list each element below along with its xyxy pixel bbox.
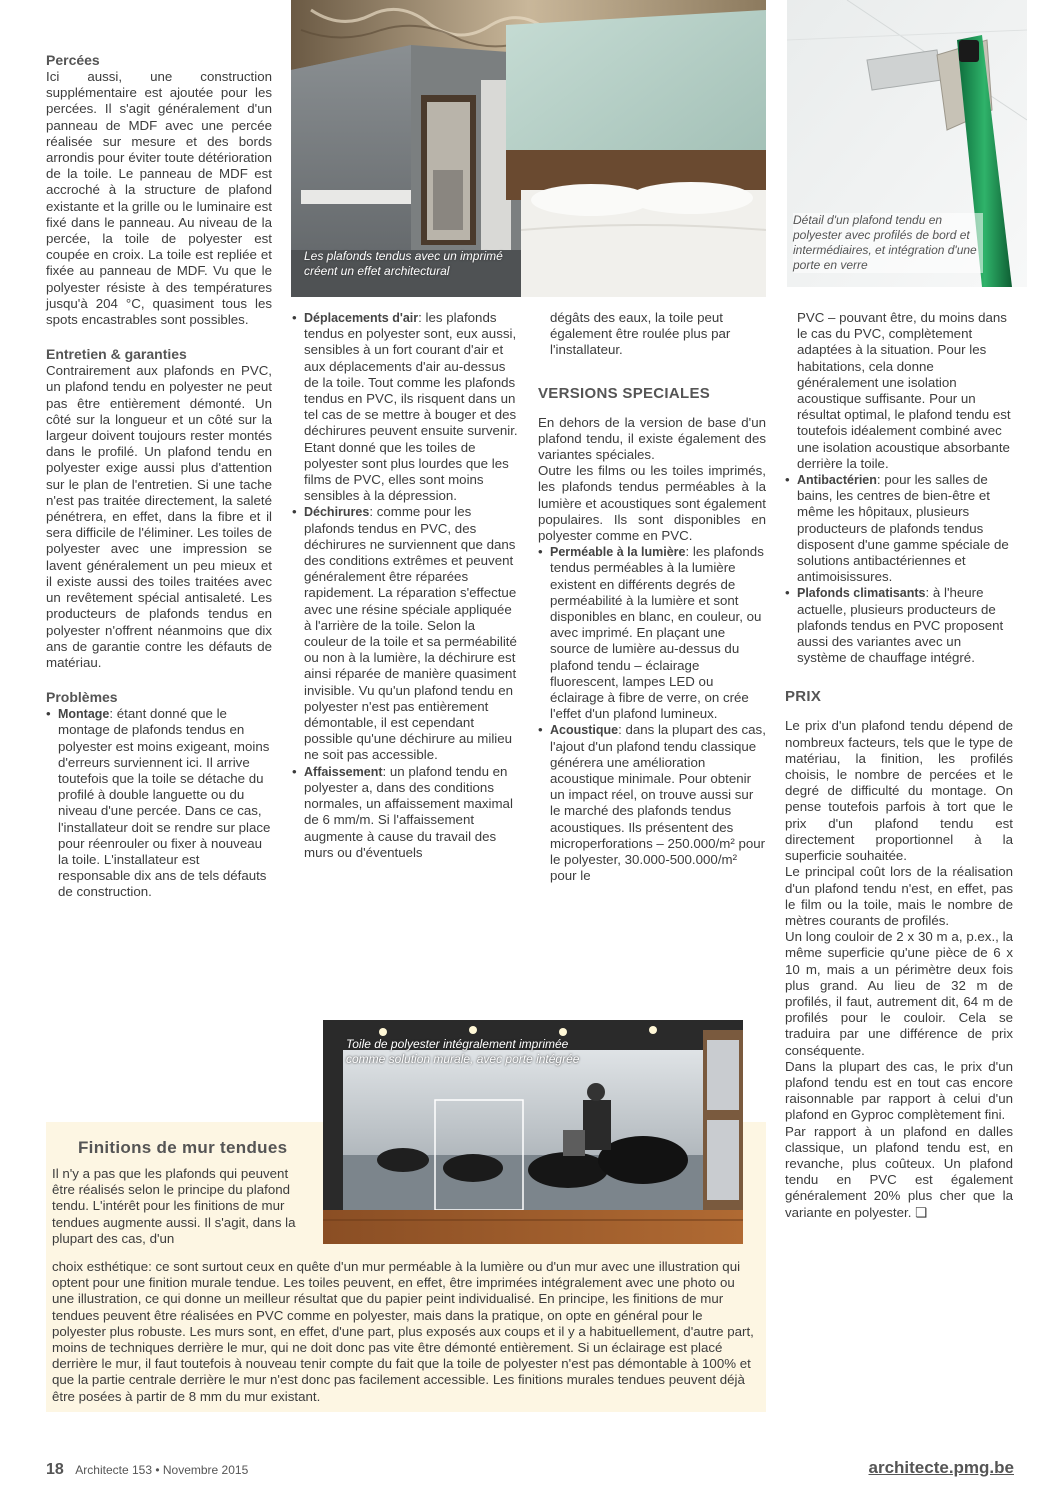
bullet-dot: •: [292, 504, 297, 520]
text-versions-2: Outre les films ou les toiles imprimés, les plafonds tendus perméables à la lumière et acoustiques sont également populaires. Ils sont disponibles en polyester comme en PVC.: [538, 463, 766, 544]
text-percees: Ici aussi, une construction supplémentaire est ajoutée pour les percées. Il s'agit généralement d'un panneau de MDF avec une percée réalisée sur mesure et des bords arrondis pour éviter toute détérioration de la toile. Le panneau de MDF est accroché à la structure de plafond existante et la grille ou le luminaire est fixé dans le panneau. Au niveau de la percée, la toile de polyester est coupée en croix. La toile est repliée et fixée au panneau de MDF. Vu que le polyester résiste à des températures jusqu'à 204 °C, quasiment tous les spots encastrables sont possibles.: [46, 69, 272, 328]
text-finitions-bottom: choix esthétique: ce sont surtout ceux en quête d'un mur perméable à la lumière ou d'un mur avec une illustration qui optent pour une finition murale tendue. Les toiles peuvent, en effet, être imprimées intégralement avec une photo ou une illustration, ce qui donne un meilleur résultat que du papier peint individualisé. En principe, les finitions de mur tendues peuvent être réalisées en PVC comme en polyester, mais dans la pratique, on opte en général pour le polyester plus robuste. Les murs sont, en effet, d'une part, plus exposés aux coups et il y a habituellement, d'autre part, moins de techniques derrière le mur, qui ne doit donc pas vite être démonté entièrement. Si un éclairage est placé derrière le mur, il faut toutefois à nouveau tenir compte du fait que la toile de polyester n'est pas démontable à 100% et que la partie centrale derrière le mur n'est donc pas facilement accessible. Les finitions murales tendues peuvent déjà être posées à partir de 8 mm du mur existant.: [52, 1259, 754, 1404]
footer-right: [869, 1458, 1015, 1478]
bullet-antibacterien: [785, 472, 1013, 585]
bullet-climatisants: [785, 585, 1013, 666]
heading-entretien: Entretien & garanties: [46, 346, 187, 363]
text-prix-5: [785, 1124, 1013, 1221]
mural-photo-caption: Toile de polyester intégralement imprimée comme solution murale, avec porte intégrée: [346, 1037, 580, 1066]
bullet-acoustique: [538, 722, 766, 884]
text-permeable: : les plafonds tendus perméables à la lumière existent en différents degrés de perméabilité à la lumière et sont disponibles en blanc, en couleur, ou avec imprimé. En plaçant une source de lumière au-dessus du plafond tendu – éclairage fluorescent, lampes LED ou éclairage à fibre de verre, on crée l'effet d'un plafond lumineux.: [550, 544, 764, 722]
room-photo-caption: Les plafonds tendus avec un imprimé créent un effet architectural: [304, 249, 503, 278]
text-finitions-top: Il n'y a pas que les plafonds qui peuvent être réalisés selon le principe du plafond tendu. L'intérêt pour les finitions de mur tendues augmente aussi. Il s'agit, dans la plupart des cas, d'un: [52, 1166, 296, 1246]
heading-prix: PRIX: [785, 688, 822, 706]
bullet-dot: •: [785, 585, 790, 601]
bullet-permeable: [538, 544, 766, 722]
bullet-dechirures: [292, 504, 520, 763]
text-montage: : étant donné que le montage de plafonds tendus en polyester est moins exigeant, moins d'erreurs surviennent ici. Il arrive toutefois que la toile se détache du profilé à double languette ou du niveau d'une percée. Dans ce cas, l'installateur doit se rendre sur place pour réenrouler ou fixer à nouveau la toile. L'installateur est responsable dix ans de tels défauts de construction.: [58, 706, 271, 900]
label-deplacements: Déplacements d'air: [304, 311, 419, 325]
wall-finishes-text-bottom: [52, 1259, 758, 1405]
label-affaissement: Affaissement: [304, 764, 383, 779]
issue-info: Architecte 153 • Novembre 2015: [75, 1463, 249, 1477]
bullet-dot: •: [46, 706, 51, 722]
label-climatisants: Plafonds climatisants: [797, 586, 926, 601]
text-antibacterien: : pour les salles de bains, les centres de bien-être et même les hôpitaux, plusieurs producteurs de plafonds tendus disposent d'une gamme spéciale de solutions antibactériennes et antimoisissures.: [797, 472, 1009, 585]
label-dechirures: Déchirures: [304, 505, 370, 520]
bullet-dot: •: [538, 722, 543, 738]
text-acoustique: : dans la plupart des cas, l'ajout d'un plafond tendu classique générera une amélioration acoustique minimale. Pour obtenir un impact réel, on trouve aussi sur le marché des plafonds tendus acoustiques. Ils présentent des microperforations – 250.000/m² pour le polyester, 30.000-500.000/m² pour le: [550, 722, 766, 884]
text-dechirures: : comme pour les plafonds tendus en PVC, des déchirures ne surviennent que dans des conditions extrêmes et peuvent généralement être réparées rapidement. La réparation s'effectue avec une résine spéciale appliquée à l'arrière de la toile. Selon la couleur de la toile et sa perméabilité ou non à la lumière, la déchirure est ainsi réparée de manière quasiment invisible. Vu qu'un plafond tendu en polyester n'est pas entièrement démontable, il est cependant possible qu'une déchirure au milieu ne soit pas accessible.: [304, 504, 517, 763]
page-number: 18: [46, 1461, 64, 1478]
label-permeable: Perméable à la lumière: [550, 545, 686, 560]
column-3: [538, 310, 766, 885]
end-mark-icon: ❏: [915, 1204, 928, 1220]
text-affaissement: : un plafond tendu en polyester a, dans des conditions normales, un affaissement maximal de 6 mm/m. Si l'affaissement augmente à cause du travail des murs ou d'éventuels: [304, 763, 513, 860]
text-prix-4: Dans la plupart des cas, le prix d'un plafond tendu est en tout cas encore raisonnable par rapport à celui d'un plafond en Gyproc complètement fini.: [785, 1058, 1013, 1123]
text-prix-1: Le prix d'un plafond tendu dépend de nombreux facteurs, tels que le type de matériau, la finition, les profilés choisis, le nombre de percées et le degré de difficulté du montage. On pense toutefois parfois à tort que le prix d'un plafond tendu est directement proportionnel à la superficie souhaitée.: [785, 718, 1013, 864]
bullet-dot: •: [785, 472, 790, 488]
text-col3-continued: dégâts des eaux, la toile peut également être roulée plus par l'installateur.: [550, 310, 731, 358]
heading-percees: Percées: [46, 52, 100, 68]
wall-finishes-text-top: [52, 1166, 314, 1247]
website-link[interactable]: architecte.pmg.be: [868, 1458, 1014, 1477]
text-prix-2: Le principal coût lors de la réalisation d'un plafond tendu n'est, en effet, pas le film ou la toile, mais le nombre de mètres courants de profilés.: [785, 864, 1013, 928]
heading-problemes: Problèmes: [46, 689, 118, 706]
label-acoustique: Acoustique: [550, 723, 619, 738]
bullet-dot: •: [292, 310, 297, 325]
text-entretien: Contrairement aux plafonds en PVC, un plafond tendu en polyester ne peut pas être entièrement démonté. Un côté sur la longueur et un côté sur la largeur doivent toujours rester montés dans le profilé. Un plafond tendu en polyester exige aussi plus d'attention sur le plan de l'entretien. Si une tache n'est pas traitée directement, la saleté pénétrera, en effet, dans la fibre et il sera difficile de l'éliminer. Les toiles de polyester avec une impression se lavent généralement un peu mieux et il existe aussi des toiles traitées avec un revêtement spécial antisaleté. Les producteurs de plafonds tendus en polyester n'offrent néanmoins que dix ans de garantie contre les défauts de matériau.: [46, 363, 272, 670]
heading-versions: VERSIONS SPECIALES: [538, 384, 711, 402]
label-antibacterien: Antibactérien: [797, 473, 877, 488]
footer-left: [46, 1461, 248, 1479]
column-1: [46, 52, 272, 901]
text-climatisants: : à l'heure actuelle, plusieurs producteurs de plafonds tendus en PVC proposent aussi des variantes avec un système de chauffage intégré.: [797, 585, 1004, 666]
heading-finitions: Finitions de mur tendues: [78, 1138, 288, 1157]
bullet-dot: •: [538, 544, 543, 560]
bullet-deplacements: [292, 310, 520, 504]
text-prix-5-body: Par rapport à un plafond en dalles classique, un plafond tendu est, en revanche, plus coûteux. Un plafond tendu en PVC est également généralement 20% plus cher que la variante en polyester.: [785, 1123, 1013, 1220]
bullet-montage: [46, 706, 272, 900]
text-prix-3: Un long couloir de 2 x 30 m a, p.ex., la même superficie qu'une pièce de 6 x 10 m, mais a un périmètre deux fois plus grand. Au lieu de 32 m de profilés, il faut, autrement dit, 64 m de profilés pour le couloir. Cela se traduira par une différence de prix conséquente.: [785, 929, 1013, 1058]
column-2: [292, 310, 520, 861]
bullet-dot: •: [292, 763, 297, 779]
column-4: [785, 310, 1013, 1221]
bullet-affaissement: [292, 764, 520, 861]
text-col4-continued: PVC – pouvant être, du moins dans le cas du PVC, complètement adaptées à la situation. Pour les habitations, cela donne généralement une isolation acoustique suffisante. Pour un résultat optimal, le plafond tendu est toutefois idéalement combiné avec une isolation acoustique absorbante derrière la toile.: [797, 310, 1011, 471]
text-deplacements: : les plafonds tendus en polyester sont, eux aussi, sensibles à un fort courant d'air et aux déplacements d'air au-dessus de la toile. Tout comme les plafonds tendus en PVC, ils risquent dans un tel cas de se mettre à bouger et des déchirures peuvent ensuite survenir. Etant donné que les toiles de polyester sont plus lourdes que les films de PVC, elles sont moins sensibles à la dépression.: [304, 310, 518, 504]
text-versions-1: En dehors de la version de base d'un plafond tendu, il existe également des variantes spéciales.: [538, 414, 766, 463]
detail-photo-caption: Détail d'un plafond tendu en polyester avec profilés de bord et intermédiaires, et intégration d'une porte en verre: [793, 213, 983, 273]
label-montage: Montage: [58, 707, 110, 722]
wall-finishes-title-wrap: [78, 1138, 308, 1158]
